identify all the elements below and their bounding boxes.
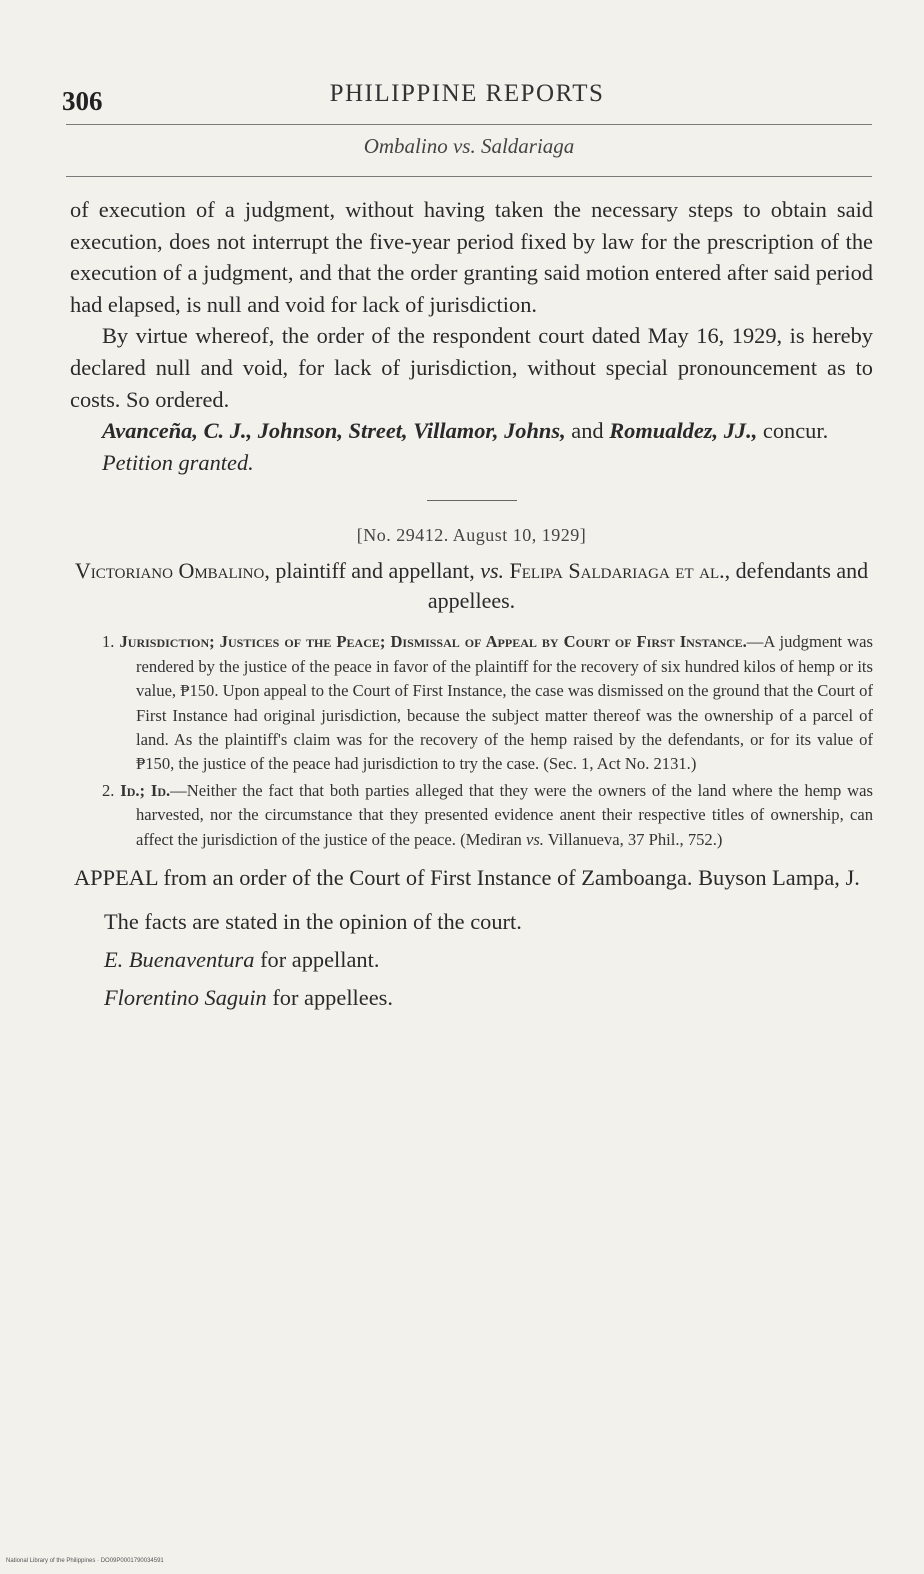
section-divider [427, 500, 517, 501]
page-body [70, 194, 873, 1020]
counsel-name: Florentino Saguin [104, 985, 267, 1010]
syllabus-heading: Jurisdiction; Justices of the Peace; Dismissal of Appeal by Court of First Instance. [119, 632, 747, 652]
docket-line: [No. 29412. August 10, 1929] [356, 525, 587, 546]
page-number: 306 [62, 86, 103, 116]
defendant-first-name: Felipa [509, 558, 563, 584]
versus: vs. [480, 558, 505, 584]
header-rule-top [66, 124, 872, 125]
defendant-name: Saldariaga et al., [568, 558, 731, 584]
concur-names: Avanceña, C. J., Johnson, Street, Villamor, Johns, [102, 418, 566, 444]
disposition: Petition granted. [102, 449, 254, 475]
syllabus-tail: Villanueva, 37 Phil., 752.) [543, 829, 723, 849]
facts-line: The facts are stated in the opinion of the court. [104, 909, 522, 934]
scan-footer: National Library of the Philippines · DO09P0001790034591 [6, 1558, 164, 1564]
counsel-role: for appellees. [266, 985, 393, 1010]
syllabus-item-1 [70, 630, 873, 776]
page-header [62, 80, 872, 120]
syllabus-text: —A judgment was rendered by the justice of the peace in favor of the plaintiff for the recovery of six hundred kilos of hemp or its value, ₱150. Upon appeal to the Court of First Instance, the case was dismissed on the ground that the Court of First Instance had original jurisdiction, because the subject matter thereof was the ownership of a parcel of land. As the plaintiff's claim was for the recovery of the hemp raised by the defendants, or for its value of ₱150, the justice of the peace had jurisdiction to try the case. (Sec. 1, Act No. 2131.) [136, 632, 873, 774]
prev-case-paragraph-1: of execution of a judgment, without having taken the necessary steps to obtain said execution, does not interrupt the five-year period fixed by law for the prescription of the execution of a judgment, and that the order granting said motion entered after said period had elapsed, is null and void for lack of jurisdiction. [70, 197, 873, 317]
counsel-name: E. Buenaventura [104, 947, 255, 972]
plaintiff-name: Victoriano Ombalino, [74, 558, 270, 584]
syllabus-heading: Id.; Id. [120, 780, 171, 800]
plaintiff-role: plaintiff and appellant, [275, 558, 475, 584]
appeal-lead: APPEAL [74, 865, 158, 890]
case-parties [70, 556, 873, 616]
concur-and: and [571, 418, 604, 444]
counsel-line-2 [70, 982, 873, 1014]
case-title: Ombalino vs. Saldariaga [363, 134, 575, 158]
counsel-line-1 [70, 944, 873, 976]
appeal-line [70, 862, 873, 894]
syllabus-item-2 [70, 779, 873, 852]
header-rule-bottom [66, 176, 872, 177]
concur-word: concur. [762, 418, 829, 444]
syllabus-versus: vs. [525, 829, 544, 849]
syllabus-text: —Neither the fact that both parties alleged that they were the owners of the land where the hemp was harvested, nor the circumstance that they presented evidence anent their respective titles of ownership, can affect the jurisdiction of the justice of the peace. (Mediran [136, 780, 873, 849]
running-title: PHILIPPINE REPORTS [329, 80, 605, 107]
concur-names-2: Romualdez, JJ., [609, 418, 758, 444]
counsel-role: for appellant. [254, 947, 380, 972]
appeal-text: from an order of the Court of First Instance of Zamboanga. Buyson Lampa, J. [157, 865, 860, 890]
syllabus-number: 1. [102, 632, 115, 652]
prev-case-paragraph-2: By virtue whereof, the order of the respondent court dated May 16, 1929, is hereby declared null and void, for lack of jurisdiction, without special pronouncement as to costs. So ordered. [70, 323, 873, 412]
defendant-role: defendants and appellees. [427, 558, 869, 614]
syllabus-number: 2. [102, 780, 115, 800]
concurrence [70, 415, 873, 447]
